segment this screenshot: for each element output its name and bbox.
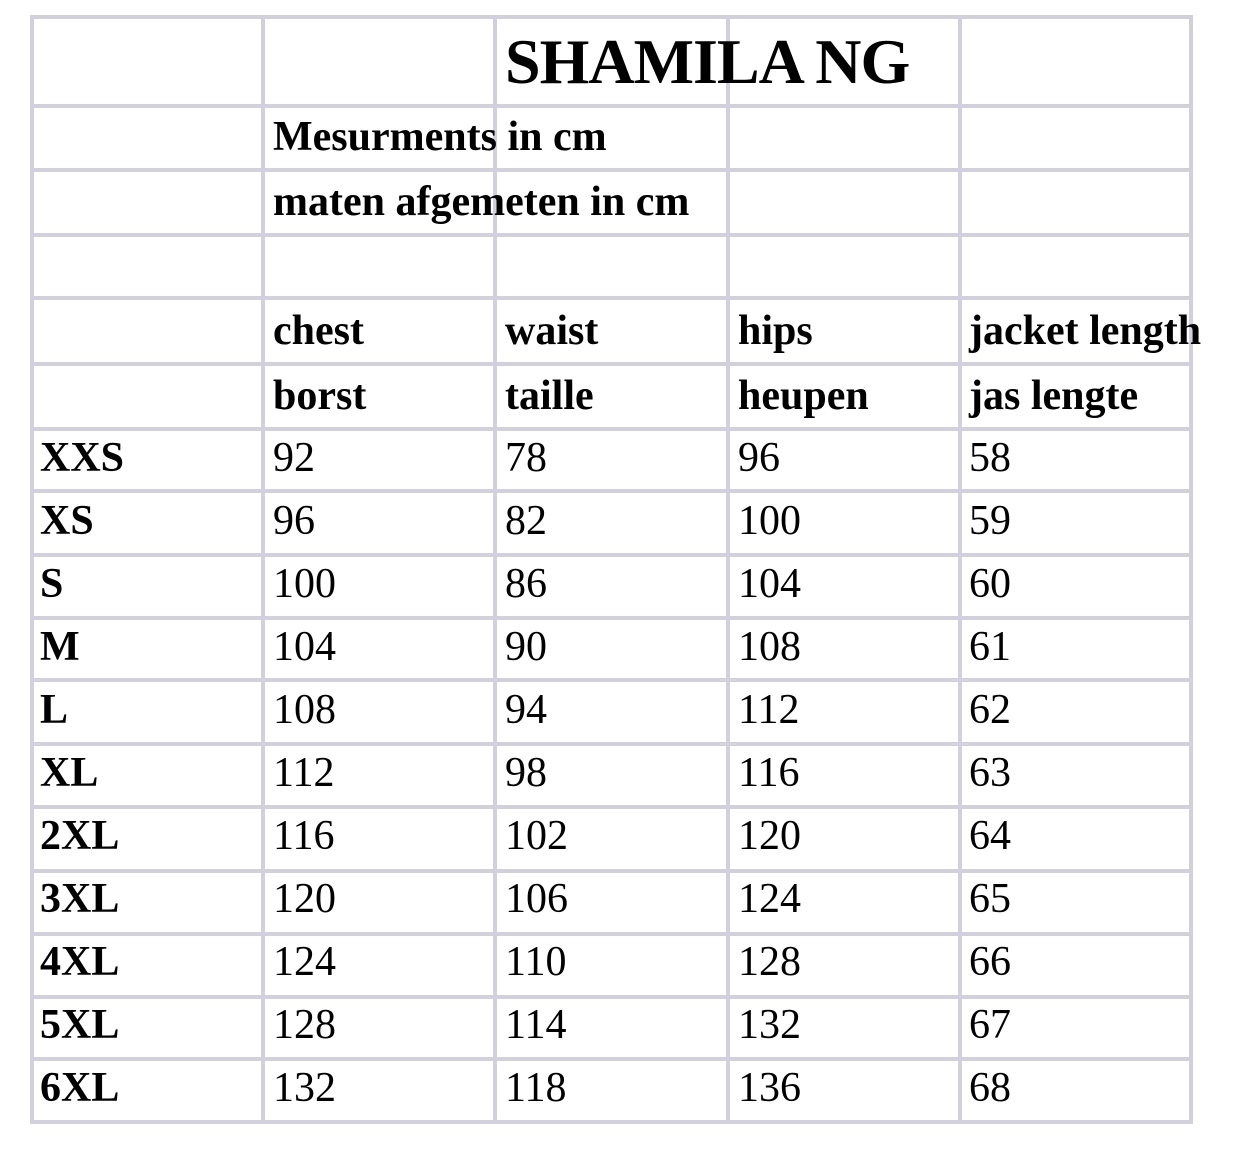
grid-line (30, 678, 1193, 682)
hips-value: 100 (738, 498, 801, 544)
hips-value: 128 (738, 939, 801, 985)
grid-line (30, 1057, 1193, 1061)
size-label: 6XL (40, 1065, 120, 1111)
chest-value: 96 (273, 498, 315, 544)
chest-value: 120 (273, 876, 336, 922)
grid-line (30, 15, 34, 1124)
chest-value: 104 (273, 624, 336, 670)
chest-value: 128 (273, 1002, 336, 1048)
waist-value: 110 (505, 939, 567, 985)
hips-value: 96 (738, 435, 780, 481)
grid-line (30, 742, 1193, 746)
size-label: 2XL (40, 813, 120, 859)
waist-value: 90 (505, 624, 547, 670)
jacket-length-value: 62 (969, 687, 1011, 733)
grid-line (30, 296, 1193, 300)
grid-line (1189, 15, 1193, 1124)
grid-line (261, 15, 265, 1124)
size-label: XXS (40, 435, 125, 481)
hips-value: 108 (738, 624, 801, 670)
waist-value: 98 (505, 750, 547, 796)
header-taille: taille (505, 373, 594, 419)
grid-line (30, 168, 1193, 172)
jacket-length-value: 61 (969, 624, 1011, 670)
subtitle-en: Mesurments in cm (273, 114, 607, 160)
grid-line (30, 995, 1193, 999)
header-chest: chest (273, 308, 364, 354)
grid-line (30, 553, 1193, 557)
page-title: SHAMILA NG (505, 26, 910, 97)
jacket-length-value: 64 (969, 813, 1011, 859)
size-label: S (40, 561, 64, 607)
hips-value: 132 (738, 1002, 801, 1048)
header-jas-lengte: jas lengte (969, 373, 1139, 419)
grid-line (30, 869, 1193, 873)
jacket-length-value: 60 (969, 561, 1011, 607)
jacket-length-value: 59 (969, 498, 1011, 544)
grid-line (30, 805, 1193, 809)
chest-value: 108 (273, 687, 336, 733)
waist-value: 102 (505, 813, 568, 859)
waist-value: 82 (505, 498, 547, 544)
grid-line (30, 362, 1193, 366)
grid-line (958, 15, 962, 1124)
jacket-length-value: 67 (969, 1002, 1011, 1048)
jacket-length-value: 63 (969, 750, 1011, 796)
header-heupen: heupen (738, 373, 869, 419)
grid-line (30, 427, 1193, 431)
grid-line (726, 15, 730, 1124)
grid-line (30, 932, 1193, 936)
waist-value: 94 (505, 687, 547, 733)
hips-value: 104 (738, 561, 801, 607)
waist-value: 114 (505, 1002, 567, 1048)
header-hips: hips (738, 308, 813, 354)
grid-line (30, 15, 1193, 19)
size-label: 4XL (40, 939, 120, 985)
grid-line (30, 233, 1193, 237)
size-label: 5XL (40, 1002, 120, 1048)
hips-value: 116 (738, 750, 800, 796)
hips-value: 120 (738, 813, 801, 859)
hips-value: 112 (738, 687, 800, 733)
waist-value: 106 (505, 876, 568, 922)
size-label: XS (40, 498, 94, 544)
waist-value: 86 (505, 561, 547, 607)
grid-line (30, 104, 1193, 108)
waist-value: 118 (505, 1065, 567, 1111)
header-jacket-length: jacket length (969, 308, 1202, 354)
subtitle-nl: maten afgemeten in cm (273, 179, 690, 225)
size-label: L (40, 687, 69, 733)
size-label: XL (40, 750, 99, 796)
chest-value: 132 (273, 1065, 336, 1111)
chest-value: 124 (273, 939, 336, 985)
jacket-length-value: 65 (969, 876, 1011, 922)
header-waist: waist (505, 308, 599, 354)
chest-value: 100 (273, 561, 336, 607)
waist-value: 78 (505, 435, 547, 481)
size-label: M (40, 624, 80, 670)
chest-value: 92 (273, 435, 315, 481)
chest-value: 116 (273, 813, 335, 859)
jacket-length-value: 68 (969, 1065, 1011, 1111)
hips-value: 136 (738, 1065, 801, 1111)
grid-line (30, 489, 1193, 493)
grid-line (30, 1120, 1193, 1124)
chest-value: 112 (273, 750, 335, 796)
size-label: 3XL (40, 876, 120, 922)
jacket-length-value: 66 (969, 939, 1011, 985)
hips-value: 124 (738, 876, 801, 922)
grid-line (30, 616, 1193, 620)
jacket-length-value: 58 (969, 435, 1011, 481)
header-borst: borst (273, 373, 367, 419)
